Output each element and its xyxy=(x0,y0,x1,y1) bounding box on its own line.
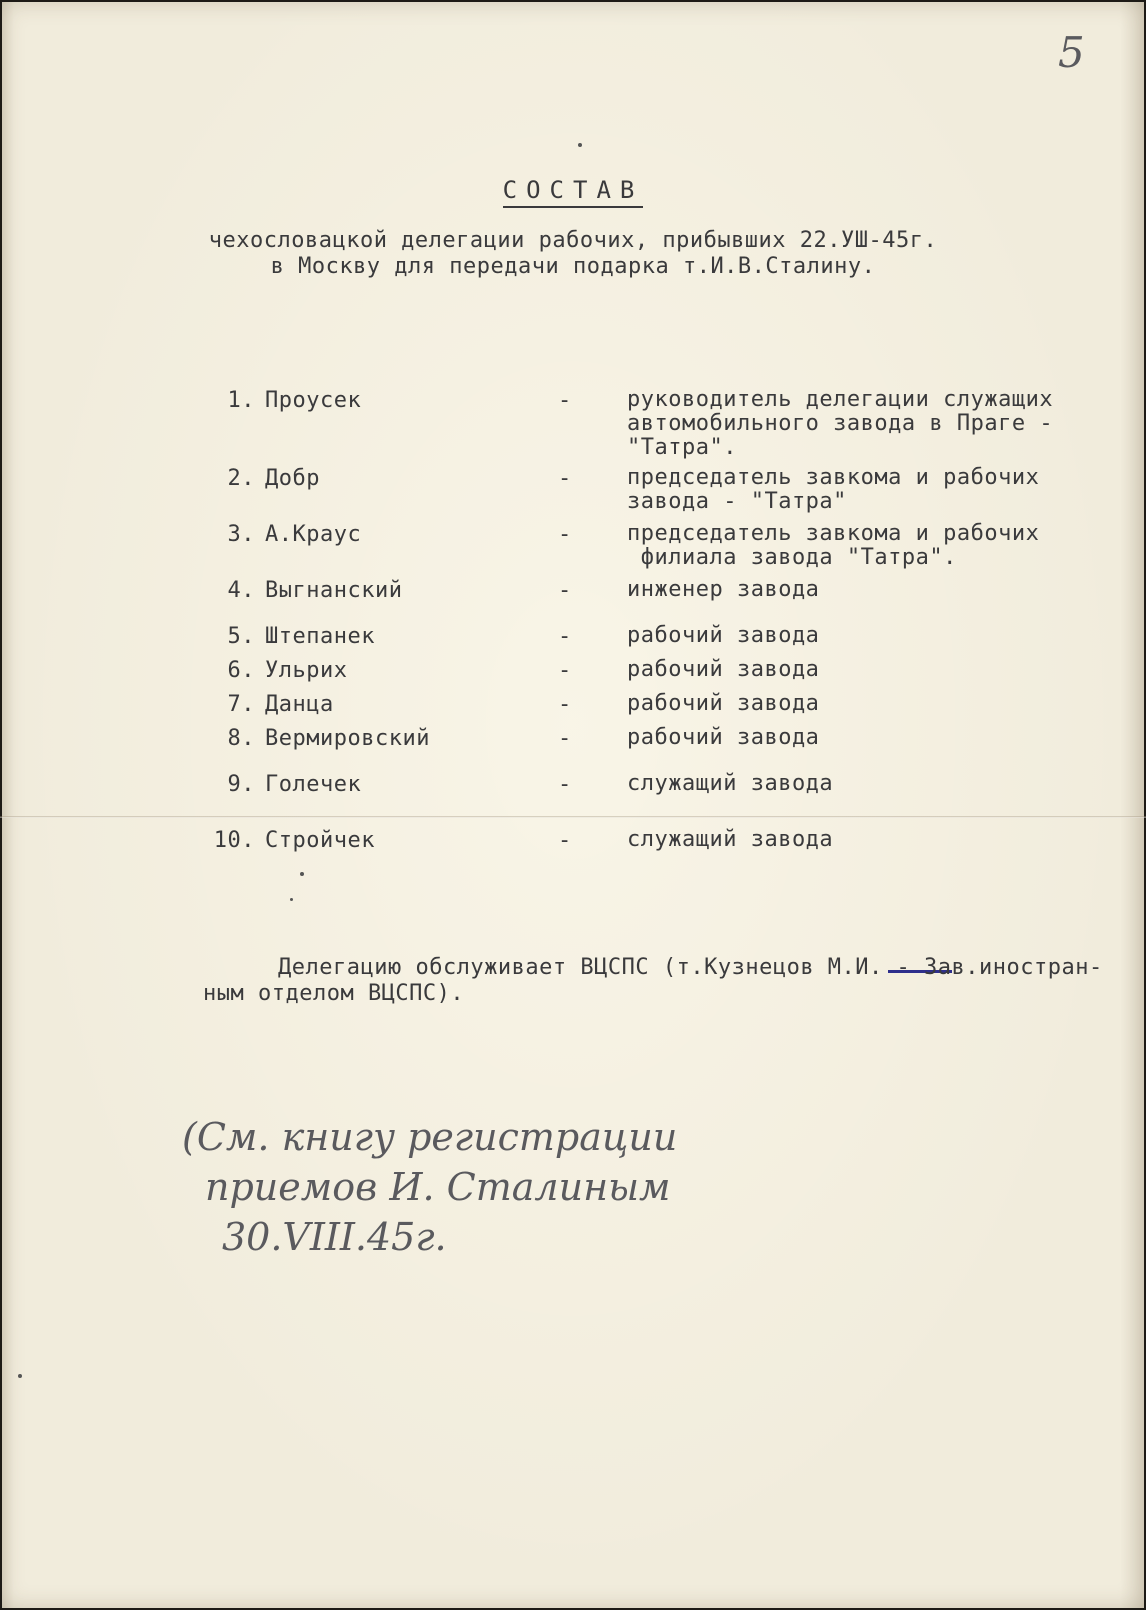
member-dash: - xyxy=(558,624,572,649)
member-dash: - xyxy=(558,522,572,547)
page-number: 5 xyxy=(1058,28,1085,77)
member-role: служащий завода xyxy=(627,827,834,852)
member-name: Добр xyxy=(265,466,320,491)
member-dash: - xyxy=(558,828,572,853)
member-name: Проусек xyxy=(265,388,362,413)
subtitle-line-2: в Москву для передачи подарка т.И.В.Сталину. xyxy=(270,254,876,279)
member-name: Ульрих xyxy=(265,658,348,683)
member-number: 5. xyxy=(227,624,255,649)
footer-note-line-1: Делегацию обслуживает ВЦСПС (т.Кузнецов М.И. - Зав.иностран- xyxy=(278,955,1103,980)
footer-note-line-2: ным отделом ВЦСПС). xyxy=(203,981,465,1006)
member-number: 2. xyxy=(227,466,255,491)
member-dash: - xyxy=(558,466,572,491)
document-title xyxy=(0,176,1146,204)
member-name: А.Краус xyxy=(265,522,362,547)
handwritten-note-line-2: приемов И. Сталиным xyxy=(205,1165,671,1209)
member-dash: - xyxy=(558,658,572,683)
handwritten-note-line-3: 30.VIII.45г. xyxy=(222,1215,447,1259)
member-dash: - xyxy=(558,578,572,603)
member-name: Стройчек xyxy=(265,828,375,853)
member-number: 9. xyxy=(227,772,255,797)
document-title-text: СОСТАВ xyxy=(503,176,644,208)
member-role: рабочий завода xyxy=(627,725,820,750)
member-role: рабочий завода xyxy=(627,691,820,716)
member-number: 3. xyxy=(227,522,255,547)
member-dash: - xyxy=(558,388,572,413)
member-number: 10. xyxy=(213,828,255,853)
paper-speck xyxy=(578,143,582,147)
paper-speck xyxy=(18,1374,22,1378)
member-role: рабочий завода xyxy=(627,623,820,648)
member-name: Вермировский xyxy=(265,726,430,751)
paper-speck xyxy=(290,898,293,901)
member-number: 8. xyxy=(227,726,255,751)
subtitle-line-1: чехословацкой делегации рабочих, прибывших 22.УШ-45г. xyxy=(208,228,938,253)
member-name: Выгнанский xyxy=(265,578,403,603)
member-number: 4. xyxy=(227,578,255,603)
handwritten-note-line-1: (См. книгу регистрации xyxy=(182,1115,678,1159)
member-number: 7. xyxy=(227,692,255,717)
member-dash: - xyxy=(558,692,572,717)
member-number: 6. xyxy=(227,658,255,683)
member-role: инженер завода xyxy=(627,577,820,602)
member-role: председатель завкома и рабочих завода - "Татра" xyxy=(627,465,1040,514)
paper-speck xyxy=(300,872,304,876)
member-role: рабочий завода xyxy=(627,657,820,682)
member-name: Голечек xyxy=(265,772,362,797)
member-role: служащий завода xyxy=(627,771,834,796)
member-role: председатель завкома и рабочих филиала завода "Татра". xyxy=(627,521,1040,570)
paper-fold-line xyxy=(0,816,1146,818)
member-name: Данца xyxy=(265,692,334,717)
member-dash: - xyxy=(558,726,572,751)
member-name: Штепанек xyxy=(265,624,375,649)
member-number: 1. xyxy=(227,388,255,413)
member-dash: - xyxy=(558,772,572,797)
member-role: руководитель делегации служащих автомобильного завода в Праге - "Татра". xyxy=(627,387,1054,460)
